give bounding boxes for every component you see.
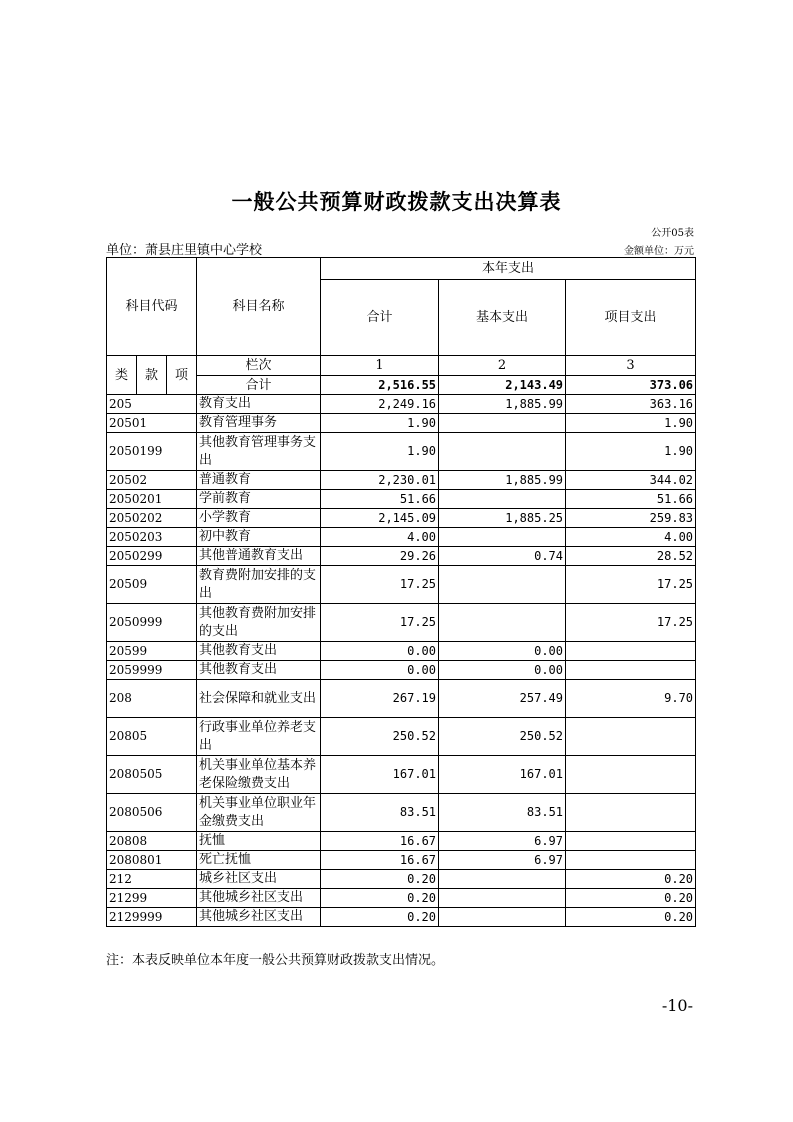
- expense-table: [106, 257, 696, 927]
- row-total: 2,145.09: [321, 509, 439, 528]
- table-row: [107, 718, 696, 756]
- row-project: [566, 794, 696, 832]
- row-name: 机关事业单位职业年金缴费支出: [197, 794, 321, 832]
- row-basic: [439, 870, 566, 889]
- table-row: [107, 471, 696, 490]
- row-basic: [439, 490, 566, 509]
- row-code: 20501: [107, 414, 197, 433]
- table-row: [107, 642, 696, 661]
- row-total: 0.20: [321, 870, 439, 889]
- row-total: 83.51: [321, 794, 439, 832]
- table-row: [107, 889, 696, 908]
- row-project: 0.20: [566, 889, 696, 908]
- sum-row-label: 合计: [197, 376, 321, 395]
- header-total: 合计: [321, 280, 439, 356]
- row-basic: 0.00: [439, 661, 566, 680]
- row-code: 20808: [107, 832, 197, 851]
- row-name: 社会保障和就业支出: [197, 680, 321, 718]
- row-project: 17.25: [566, 604, 696, 642]
- row-basic: 167.01: [439, 756, 566, 794]
- row-name: 死亡抚恤: [197, 851, 321, 870]
- row-project: [566, 718, 696, 756]
- sum-basic: 2,143.49: [439, 376, 566, 395]
- row-code: 21299: [107, 889, 197, 908]
- row-project: [566, 832, 696, 851]
- row-total: 1.90: [321, 433, 439, 471]
- row-name: 初中教育: [197, 528, 321, 547]
- row-total: 0.20: [321, 889, 439, 908]
- row-code: 2059999: [107, 661, 197, 680]
- row-name: 其他教育费附加安排的支出: [197, 604, 321, 642]
- row-code: 2080801: [107, 851, 197, 870]
- header-year-expense: 本年支出: [321, 258, 696, 280]
- row-name: 机关事业单位基本养老保险缴费支出: [197, 756, 321, 794]
- row-total: 0.00: [321, 642, 439, 661]
- row-basic: 1,885.99: [439, 395, 566, 414]
- row-total: 267.19: [321, 680, 439, 718]
- row-name: 小学教育: [197, 509, 321, 528]
- row-total: 0.20: [321, 908, 439, 927]
- row-project: 4.00: [566, 528, 696, 547]
- table-row: [107, 604, 696, 642]
- sum-total: 2,516.55: [321, 376, 439, 395]
- row-name: 普通教育: [197, 471, 321, 490]
- row-total: 16.67: [321, 832, 439, 851]
- row-code: 20599: [107, 642, 197, 661]
- row-project: 259.83: [566, 509, 696, 528]
- row-basic: [439, 889, 566, 908]
- row-code: 212: [107, 870, 197, 889]
- row-basic: [439, 528, 566, 547]
- row-project: 0.20: [566, 908, 696, 927]
- row-project: 17.25: [566, 566, 696, 604]
- table-row: [107, 414, 696, 433]
- row-project: 344.02: [566, 471, 696, 490]
- table-row: [107, 832, 696, 851]
- row-project: 363.16: [566, 395, 696, 414]
- sum-project: 373.06: [566, 376, 696, 395]
- row-basic: [439, 908, 566, 927]
- row-name: 教育费附加安排的支出: [197, 566, 321, 604]
- row-name: 教育管理事务: [197, 414, 321, 433]
- table-row: [107, 528, 696, 547]
- row-total: 2,230.01: [321, 471, 439, 490]
- row-basic: [439, 433, 566, 471]
- header-lei: 类: [107, 356, 137, 395]
- row-name: 其他教育支出: [197, 661, 321, 680]
- col-index-3: 3: [566, 356, 696, 376]
- row-code: 2050201: [107, 490, 197, 509]
- row-project: 9.70: [566, 680, 696, 718]
- table-row: [107, 756, 696, 794]
- row-name: 其他城乡社区支出: [197, 889, 321, 908]
- row-basic: 257.49: [439, 680, 566, 718]
- row-total: 1.90: [321, 414, 439, 433]
- header-name: 科目名称: [197, 258, 321, 356]
- row-total: 17.25: [321, 604, 439, 642]
- table-row: [107, 680, 696, 718]
- row-code: 20502: [107, 471, 197, 490]
- page-number: -10-: [661, 996, 693, 1015]
- row-project: 0.20: [566, 870, 696, 889]
- row-code: 2080505: [107, 756, 197, 794]
- table-row: [107, 661, 696, 680]
- table-row: [107, 794, 696, 832]
- row-total: 2,249.16: [321, 395, 439, 414]
- row-project: [566, 642, 696, 661]
- row-code: 208: [107, 680, 197, 718]
- row-name: 其他教育管理事务支出: [197, 433, 321, 471]
- row-project: [566, 851, 696, 870]
- col-index-2: 2: [439, 356, 566, 376]
- header-basic: 基本支出: [439, 280, 566, 356]
- row-total: 0.00: [321, 661, 439, 680]
- table-row: [107, 566, 696, 604]
- row-basic: 6.97: [439, 851, 566, 870]
- row-total: 167.01: [321, 756, 439, 794]
- row-basic: 250.52: [439, 718, 566, 756]
- row-basic: 83.51: [439, 794, 566, 832]
- row-code: 2129999: [107, 908, 197, 927]
- table-row: [107, 490, 696, 509]
- row-name: 抚恤: [197, 832, 321, 851]
- row-code: 20805: [107, 718, 197, 756]
- row-basic: 1,885.25: [439, 509, 566, 528]
- row-code: 20509: [107, 566, 197, 604]
- row-basic: [439, 604, 566, 642]
- amount-unit-label: 金额单位：万元: [624, 246, 694, 257]
- row-total: 51.66: [321, 490, 439, 509]
- row-total: 4.00: [321, 528, 439, 547]
- row-name: 其他普通教育支出: [197, 547, 321, 566]
- col-index-1: 1: [321, 356, 439, 376]
- row-name: 其他城乡社区支出: [197, 908, 321, 927]
- row-basic: 0.74: [439, 547, 566, 566]
- row-project: 28.52: [566, 547, 696, 566]
- table-row: [107, 547, 696, 566]
- row-total: 250.52: [321, 718, 439, 756]
- row-project: [566, 756, 696, 794]
- row-project: [566, 661, 696, 680]
- row-name: 其他教育支出: [197, 642, 321, 661]
- row-code: 2050202: [107, 509, 197, 528]
- table-row: [107, 851, 696, 870]
- row-basic: 1,885.99: [439, 471, 566, 490]
- header-kuan: 款: [137, 356, 167, 395]
- row-basic: [439, 414, 566, 433]
- row-name: 教育支出: [197, 395, 321, 414]
- form-number: 公开05表: [651, 228, 694, 239]
- row-code: 2080506: [107, 794, 197, 832]
- row-basic: [439, 566, 566, 604]
- row-basic: 6.97: [439, 832, 566, 851]
- row-code: 205: [107, 395, 197, 414]
- page-title: 一般公共预算财政拨款支出决算表: [231, 189, 562, 214]
- table-note: 注：本表反映单位本年度一般公共预算财政拨款支出情况。: [106, 953, 445, 968]
- row-project: 1.90: [566, 433, 696, 471]
- row-total: 29.26: [321, 547, 439, 566]
- table-row: [107, 395, 696, 414]
- table-row: [107, 908, 696, 927]
- row-code: 2050299: [107, 547, 197, 566]
- header-code: 科目代码: [107, 258, 197, 356]
- header-lanci: 栏次: [197, 356, 321, 376]
- row-total: 16.67: [321, 851, 439, 870]
- row-total: 17.25: [321, 566, 439, 604]
- row-project: 51.66: [566, 490, 696, 509]
- row-basic: 0.00: [439, 642, 566, 661]
- row-code: 2050199: [107, 433, 197, 471]
- table-row: [107, 433, 696, 471]
- table-row: [107, 509, 696, 528]
- row-code: 2050203: [107, 528, 197, 547]
- table-row: [107, 870, 696, 889]
- row-project: 1.90: [566, 414, 696, 433]
- row-name: 城乡社区支出: [197, 870, 321, 889]
- row-name: 行政事业单位养老支出: [197, 718, 321, 756]
- header-xiang: 项: [167, 356, 197, 395]
- row-code: 2050999: [107, 604, 197, 642]
- header-project: 项目支出: [566, 280, 696, 356]
- unit-label: 单位：萧县庄里镇中心学校: [106, 243, 263, 258]
- row-name: 学前教育: [197, 490, 321, 509]
